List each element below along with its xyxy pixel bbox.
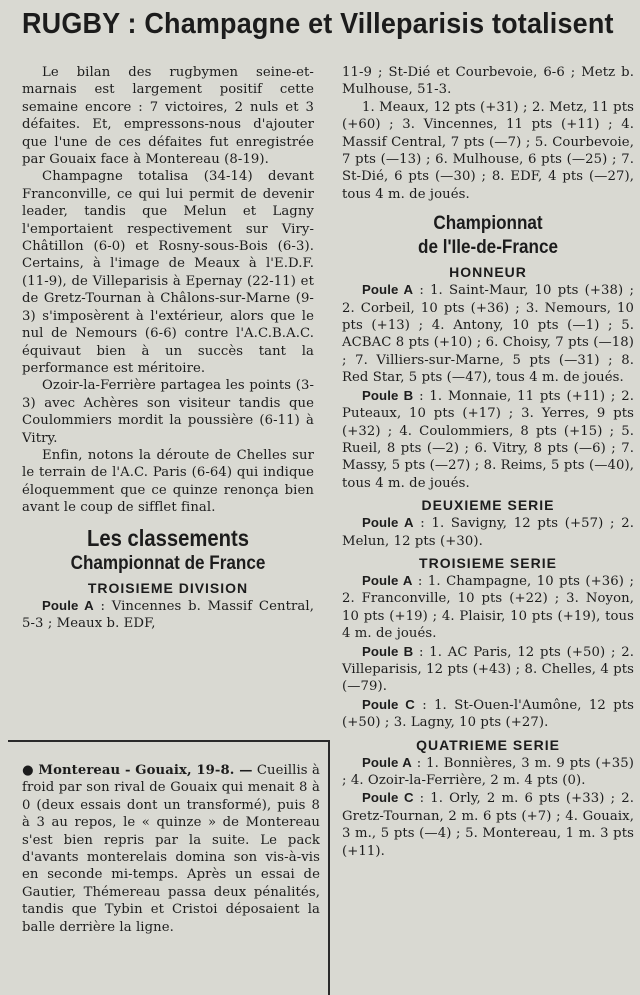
poule-text: : 1. Bonnières, 3 m. 9 pts (+35) ; 4. Ozoir-la-Ferrière, 2 m. 4 pts (0). [342,755,634,788]
honneur-heading: HONNEUR [449,264,527,281]
troisieme-serie-heading: TROISIEME SERIE [419,554,557,571]
troisieme-poule-c [342,696,634,732]
troisieme-poule-b [342,643,634,696]
headline: RUGBY : Champagne et Villeparisis totalisent [22,8,614,40]
quatrieme-poule-a [342,754,634,790]
poule-text: : 1. AC Paris, 12 pts (+50) ; 2. Villeparisis, 12 pts (+43) ; 8. Chelles, 4 pts (—79). [342,644,635,695]
idf-title-line1: Championnat [433,213,543,235]
article-paragraph: Enfin, notons la déroute de Chelles sur le terrain de l'A.C. Paris (6-64) qui indique éloquemment que ce quinze renonça bien avant le coup de sifflet final. [22,447,314,516]
troisieme-poule-a [342,572,634,643]
continued-results: 11-9 ; St-Dié et Courbevoie, 6-6 ; Metz b. Mulhouse, 51-3. [342,65,634,98]
match-report-text [22,762,320,936]
article-paragraph: Champagne totalisa (34-14) devant Franconville, ce qui lui permit de devenir leader, tandis que Melun et Lagny l'emportaient respectivement sur Viry-Châtillon (6-0) et Rosny-sous-Bois (6-3). Certains, à l'image de Meaux à l'E.D.F. (11-9), de Villeparisis à Epernay (22-11) et de Gretz-Tournan à Châlons-sur-Marne (9-3) s'imposèrent à l'extérieur, alors que le nul de Nemours (6-6) contre l'A.C.B.A.C. équivaut bien à un succès tant la performance est méritoire. [22,169,314,376]
idf-title-line2: de l'Ile-de-France [418,237,558,259]
deuxieme-poule-a [342,514,634,550]
poule-label: Poule A [362,282,414,298]
honneur-poule-b [342,387,634,492]
poule-label: Poule A [362,754,412,770]
classements-title: Les classements [86,524,250,551]
right-column [342,64,634,860]
match-report-box [8,740,330,995]
poule-label: Poule B [362,387,414,403]
poule-text: : 1. Monnaie, 11 pts (+11) ; 2. Puteaux, 10 pts (+17) ; 3. Yerres, 9 pts (+32) ; 4. Coulommiers, 8 pts (+15) ; 5. Rueil, 8 pts (—2) ; 6. Vitry, 8 pts (—6) ; 7. Massy, 5 pts (—27) ; 8. Reims, 5 pts (—40), tous 4 m. de joués. [342,388,634,491]
deuxieme-serie-heading: DEUXIEME SERIE [421,497,555,514]
left-column [22,64,314,632]
poule-label: Poule C [362,696,415,712]
poule-text: : 1. Savigny, 12 pts (+57) ; 2. Melun, 12 pts (+30). [342,516,634,549]
championnat-france-title: Championnat de France [70,552,266,574]
poule-text: : 1. Champagne, 10 pts (+36) ; 2. Franconville, 10 pts (+22) ; 3. Noyon, 10 pts (+19) ; 4. Plaisir, 10 pts (+19), tous 4 m. de joués. [342,573,635,642]
poule-text: : 1. St-Ouen-l'Aumône, 12 pts (+50) ; 3. Lagny, 10 pts (+27). [342,697,634,731]
article-paragraph: Le bilan des rugbymen seine-et-marnais est largement positif cette semaine encore : 7 victoires, 2 nuls et 3 défaites. Et, empressons-nous d'ajouter que l'une de ces défaites fut enregistrée par Gouaix face à Montereau (8-19). [22,65,314,168]
quatrieme-serie-heading: QUATRIEME SERIE [416,736,560,753]
match-report [22,762,320,936]
troisieme-division-heading: TROISIEME DIVISION [87,579,249,596]
france-standings: 1. Meaux, 12 pts (+31) ; 2. Metz, 11 pts (+60) ; 3. Vincennes, 11 pts (+11) ; 4. Massif Central, 7 pts (—7) ; 5. Courbevoie, 7 pts (—13) ; 6. Mulhouse, 6 pts (—25) ; 7. St-Dié, 6 pts (—30) ; 8. EDF, 4 pts (—27), tous 4 m. de joués. [342,99,634,202]
honneur-poule-a [342,281,634,386]
poule-text: : Vincennes b. Massif Central, 5-3 ; Meaux b. EDF, [22,598,314,631]
poule-label: Poule B [362,643,414,659]
match-report-lead: ● Montereau - Gouaix, 19-8. — [22,763,253,778]
quatrieme-poule-c [342,789,634,860]
poule-label: Poule A [42,597,94,613]
poule-label: Poule A [362,515,414,531]
match-report-body: Cueillis à froid par son rival de Gouaix qui menait 8 à 0 (deux essais dont un transformé), puis 8 à 3 au repos, le « quinze » de Montereau s'est bien repris par la suite. Le pack d'avants monterelais domina son vis-à-vis en seconde mi-temps. Après un essai de Gautier, Thémereau passa deux pénalités, tandis que Tybin et Cristoi déposaient la balle derrière la ligne. [22,763,320,935]
article-paragraph: Ozoir-la-Ferrière partagea les points (3-3) avec Achères son visiteur tandis que Coulommiers mordit la poussière (6-11) à Vitry. [22,378,314,446]
poule-text: : 1. Orly, 2 m. 6 pts (+33) ; 2. Gretz-Tournan, 2 m. 6 pts (+7) ; 4. Gouaix, 3 m., 5 pts (—4) ; 5. Montereau, 1 m. 3 pts (+11). [342,791,634,859]
poule-label: Poule A [362,572,413,588]
poule-text: : 1. Saint-Maur, 10 pts (+38) ; 2. Corbeil, 10 pts (+36) ; 3. Nemours, 10 pts (+13) ; 4. Antony, 10 pts (—1) ; 5. ACBAC 8 pts (+10) ; 6. Choisy, 7 pts (—18) ; 7. Villiers-sur-Marne, 5 pts (—31) ; 8. Red Star, 5 pts (—47), tous 4 m. de joués. [342,283,634,386]
poule-a-results [22,597,314,633]
poule-label: Poule C [362,790,414,806]
